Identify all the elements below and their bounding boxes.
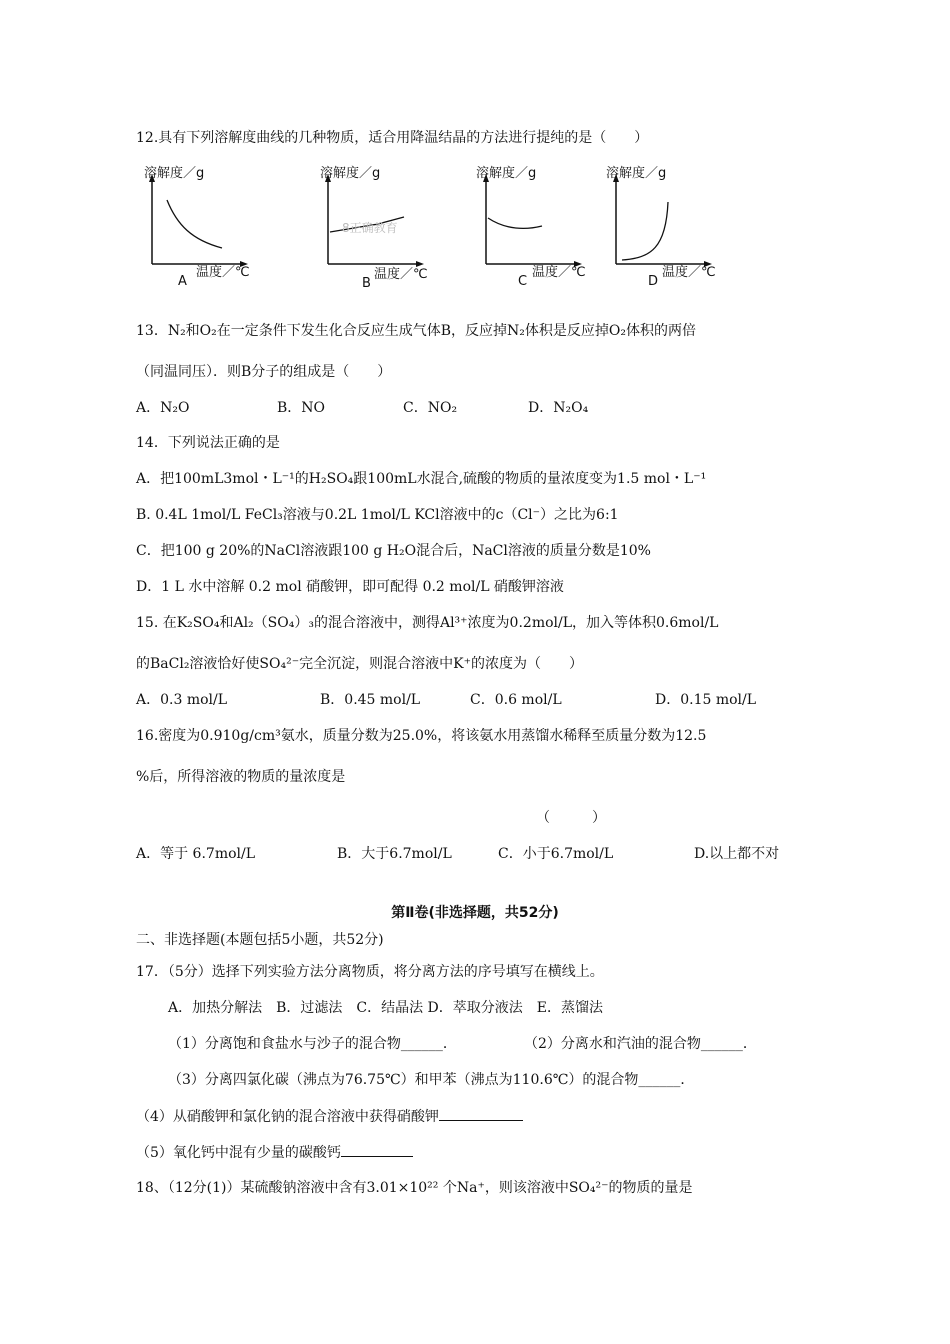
- q15-line1: 15. 在K₂SO₄和Al₂（SO₄）₃的混合溶液中，测得Al³⁺浓度为0.2mol/L，加入等体积0.6mol/L: [136, 615, 719, 631]
- q17-part3: （3）分离四氯化碳（沸点为76.75℃）和甲苯（沸点为110.6℃）的混合物______．: [168, 1072, 695, 1088]
- watermark: 8正确教育: [342, 221, 398, 235]
- q16-opt-a: A．等于 6.7mol/L: [136, 846, 256, 862]
- q14-opt-a: A．把100mL3mol・L⁻¹的H₂SO₄跟100mL水混合,硫酸的物质的量浓度变为1.5 mol・L⁻¹: [136, 471, 707, 487]
- q14-stem: 14．下列说法正确的是: [136, 435, 280, 451]
- q13-line1: 13．N₂和O₂在一定条件下发生化合反应生成气体B，反应掉N₂体积是反应掉O₂体积的两倍: [136, 323, 697, 339]
- graph-a-ylabel: 溶解度／g: [144, 166, 205, 181]
- q17-part4-text: （4）从硝酸钾和氯化钠的混合溶液中获得硝酸钾: [136, 1109, 439, 1125]
- q13-opt-c: C．NO₂: [403, 400, 458, 416]
- q17-stem: 17．（5分）选择下列实验方法分离物质，将分离方法的序号填写在横线上。: [136, 964, 604, 980]
- graph-c: [466, 160, 586, 295]
- graph-d-letter: D: [648, 274, 659, 289]
- graph-a-xlabel: 温度／℃: [196, 265, 250, 280]
- q15-opt-a: A．0.3 mol/L: [136, 692, 228, 708]
- graph-a-letter: A: [178, 274, 187, 289]
- q16-opt-b: B．大于6.7mol/L: [337, 846, 452, 862]
- section-subtitle: 二、非选择题(本题包括5小题，共52分): [136, 932, 384, 948]
- q16-bracket: （ ）: [536, 810, 606, 826]
- q13-opt-d: D．N₂O₄: [528, 400, 589, 416]
- q17-methods: A．加热分解法 B．过滤法 C．结晶法 D．萃取分液法 E．蒸馏法: [168, 1000, 604, 1016]
- q17-part2: （2）分离水和汽油的混合物______．: [524, 1036, 757, 1052]
- graph-d: [596, 160, 716, 295]
- q15-opt-c: C．0.6 mol/L: [470, 692, 562, 708]
- graph-d-ylabel: 溶解度／g: [606, 166, 667, 181]
- q17-part1: （1）分离饱和食盐水与沙子的混合物______．: [168, 1036, 457, 1052]
- q15-line2: 的BaCl₂溶液恰好使SO₄²⁻完全沉淀，则混合溶液中K⁺的浓度为（ ）: [136, 656, 583, 672]
- graph-c-ylabel: 溶解度／g: [476, 166, 537, 181]
- graph-d-xlabel: 温度／℃: [662, 265, 716, 280]
- q18-line1: 18、（12分(1)）某硫酸钠溶液中含有3.01×10²² 个Na⁺，则该溶液中SO₄²⁻的物质的量是: [136, 1180, 693, 1196]
- graph-b-letter: B: [362, 276, 371, 291]
- q16-opt-d: D.以上都不对: [694, 846, 780, 862]
- q16-opt-c: C．小于6.7mol/L: [498, 846, 614, 862]
- q17-part5-text: （5）氧化钙中混有少量的碳酸钙: [136, 1145, 341, 1161]
- q17-part5-blank[interactable]: [341, 1142, 413, 1157]
- q12-text: 12.具有下列溶解度曲线的几种物质，适合用降温结晶的方法进行提纯的是（ ）: [136, 130, 649, 146]
- q15-opt-d: D．0.15 mol/L: [655, 692, 757, 708]
- section-title: 第Ⅱ卷(非选择题，共52分): [391, 905, 559, 921]
- q17-part5: [136, 1142, 413, 1163]
- graph-b-xlabel: 温度／℃: [374, 267, 428, 282]
- graph-b-ylabel: 溶解度／g: [320, 166, 381, 181]
- graph-a: [132, 160, 252, 295]
- q13-opt-b: B．NO: [277, 400, 326, 416]
- q17-part4: [136, 1106, 523, 1127]
- q16-line2: %后，所得溶液的物质的量浓度是: [136, 769, 346, 785]
- q14-opt-d: D．1 L 水中溶解 0.2 mol 硝酸钾，即可配得 0.2 mol/L 硝酸钾溶液: [136, 579, 564, 595]
- q16-line1: 16.密度为0.910g/cm³氨水，质量分数为25.0%，将该氨水用蒸馏水稀释至质量分数为12.5: [136, 728, 707, 744]
- q13-line2: （同温同压）．则B分子的组成是（ ）: [136, 364, 392, 380]
- q15-opt-b: B．0.45 mol/L: [320, 692, 421, 708]
- graph-c-letter: C: [518, 274, 528, 289]
- q13-opt-a: A．N₂O: [136, 400, 190, 416]
- q14-opt-b: B. 0.4L 1mol/L FeCl₃溶液与0.2L 1mol/L KCl溶液中的c（Cl⁻）之比为6:1: [136, 507, 619, 523]
- q14-opt-c: C．把100 g 20%的NaCl溶液跟100 g H₂O混合后，NaCl溶液的质量分数是10%: [136, 543, 651, 559]
- q17-part4-blank[interactable]: [439, 1106, 523, 1121]
- graph-c-xlabel: 温度／℃: [532, 265, 586, 280]
